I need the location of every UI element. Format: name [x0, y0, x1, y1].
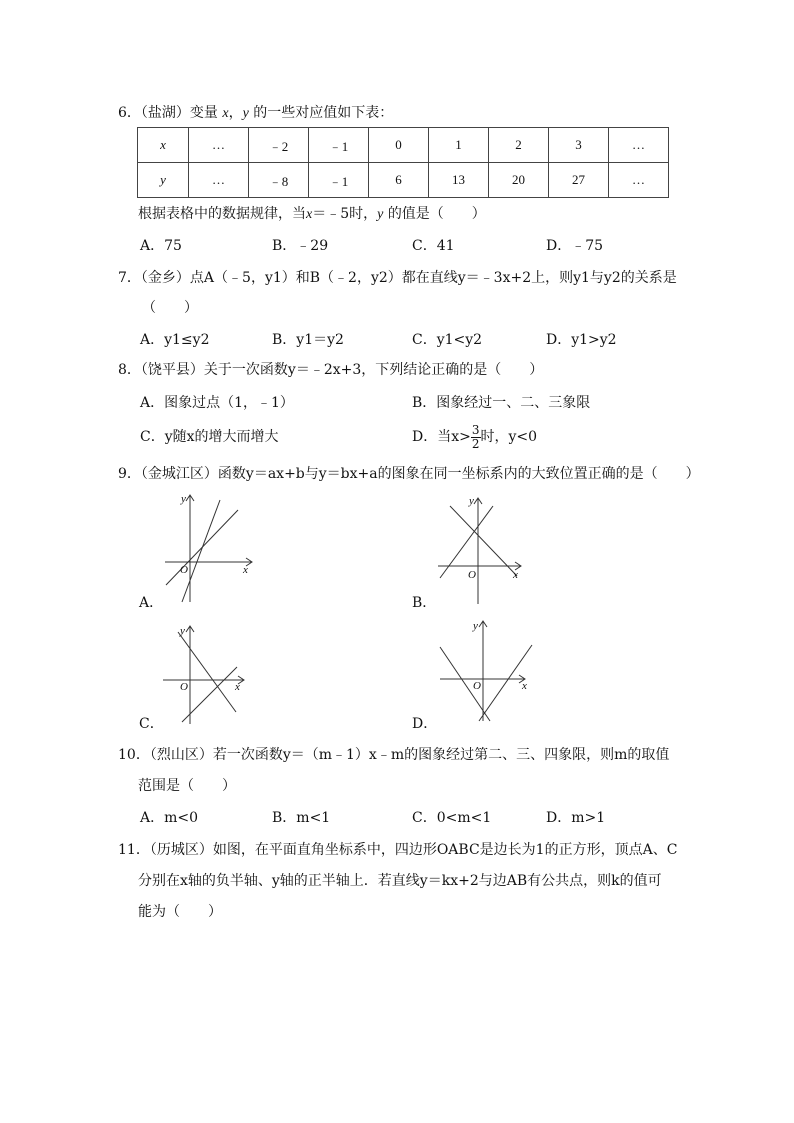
table-cell: 0 — [369, 128, 429, 163]
origin-label: O — [473, 680, 481, 692]
q10-stem — [118, 745, 669, 765]
q8-option-b[interactable]: B．图象经过一、二、三象限 — [412, 395, 591, 411]
q6-var-x: x — [222, 106, 229, 121]
q9-graph-c — [160, 622, 260, 727]
q7-line1: 点A（﹣5，y1）和B（﹣2，y2）都在直线y＝﹣3x+2上，则y1与y2的关系是 — [189, 270, 677, 286]
q8-text: 关于一次函数y＝﹣2x+3，下列结论正确的是（ ） — [203, 362, 544, 378]
q9-option-c[interactable]: C． — [139, 716, 164, 732]
q9-source: （金城江区） — [140, 466, 218, 482]
q10-number: 10． — [118, 747, 150, 763]
q10-option-c[interactable]: C．0<m<1 — [412, 810, 492, 826]
q11-number: 11． — [118, 842, 150, 858]
q8-option-d-tail: 时，y<0 — [480, 429, 538, 445]
q7-number: 7． — [118, 270, 141, 286]
table-cell: ﹣8 — [249, 163, 309, 198]
q9-text: 函数y＝ax+b与y＝bx+a的图象在同一坐标系内的大致位置正确的是（ ） — [217, 466, 700, 482]
q9-option-a[interactable]: A． — [139, 595, 164, 611]
q9-option-b[interactable]: B． — [412, 595, 437, 611]
table-cell: … — [609, 128, 669, 163]
q10-line2: 范围是（ ） — [138, 778, 236, 794]
q7-option-b[interactable]: B．y1＝y2 — [272, 332, 344, 348]
table-cell: 3 — [549, 128, 609, 163]
q9-option-d[interactable]: D． — [412, 716, 438, 732]
q6-option-c[interactable]: C．41 — [412, 238, 455, 254]
q6-option-b[interactable]: B．﹣29 — [272, 238, 329, 254]
fraction-denominator: 2 — [471, 436, 480, 451]
q9-stem — [118, 464, 700, 484]
q6-stem — [118, 103, 393, 124]
q8-source: （饶平县） — [140, 362, 204, 378]
y-label: y — [473, 620, 478, 632]
table-cell: … — [609, 163, 669, 198]
q6-text-a: 变量 — [189, 105, 218, 121]
y-label: y — [469, 495, 474, 507]
q11-line1: 如图，在平面直角坐标系中，四边形OABC是边长为1的正方形，顶点A、C — [212, 842, 678, 858]
q9-number: 9． — [118, 466, 141, 482]
q7-line2: （ ） — [142, 300, 198, 316]
q7-stem — [118, 268, 677, 288]
x-label: x — [522, 680, 527, 692]
line-1 — [178, 632, 236, 712]
table-cell: … — [189, 128, 249, 163]
table-cell: ﹣1 — [309, 163, 369, 198]
q6-sep: ， — [228, 105, 243, 121]
q11-line2: 分别在x轴的负半轴、y轴的正半轴上．若直线y＝kx+2与边AB有公共点，则k的值可 — [138, 873, 662, 889]
y-label: y — [181, 493, 186, 505]
q11-stem — [118, 840, 677, 860]
line-2 — [166, 510, 238, 585]
table-cell: ﹣1 — [309, 128, 369, 163]
table-row-y — [138, 163, 669, 198]
q7-option-c[interactable]: C．y1<y2 — [412, 332, 483, 348]
fraction-numerator: 3 — [471, 422, 480, 437]
table-cell: 27 — [549, 163, 609, 198]
q6-followup — [138, 204, 486, 225]
y-label: y — [180, 625, 185, 637]
q6-option-d[interactable]: D．﹣75 — [546, 238, 604, 254]
q6-option-a[interactable]: A．75 — [140, 238, 182, 254]
table-cell: 6 — [369, 163, 429, 198]
q9-graph-b — [435, 496, 535, 606]
q8-fraction — [471, 424, 481, 451]
q10-line1: 若一次函数y＝（m﹣1）x﹣m的图象经过第二、三、四象限，则m的取值 — [212, 747, 670, 763]
q6-source: （盐湖） — [140, 105, 190, 121]
q8-option-a[interactable]: A．图象过点（1，﹣1） — [140, 395, 294, 411]
q7-option-d[interactable]: D．y1>y2 — [546, 332, 617, 348]
q11-line3: 能为（ ） — [138, 904, 222, 920]
table-cell: 2 — [489, 128, 549, 163]
q6-number: 6． — [118, 105, 141, 121]
q6-text-b: 的一些对应值如下表： — [253, 105, 394, 121]
origin-label: O — [180, 681, 188, 693]
q6-follow-var2: y — [377, 207, 384, 222]
origin-label: O — [468, 569, 476, 581]
q7-source: （金乡） — [140, 270, 190, 286]
q6-follow-b: ＝﹣5时， — [312, 206, 378, 222]
x-label: x — [243, 564, 248, 576]
q6-follow-a: 根据表格中的数据规律，当 — [138, 206, 306, 222]
table-cell: 20 — [489, 163, 549, 198]
line-1 — [182, 500, 220, 602]
q10-source: （烈山区） — [149, 747, 213, 763]
table-cell: … — [189, 163, 249, 198]
q10-option-d[interactable]: D．m>1 — [546, 810, 606, 826]
table-row-x — [138, 128, 669, 163]
q6-value-table — [137, 127, 669, 198]
q8-number: 8． — [118, 362, 141, 378]
q6-var-y: y — [242, 106, 249, 121]
q8-option-d-text: D．当x> — [412, 429, 471, 445]
table-cell: 13 — [429, 163, 489, 198]
q11-source: （历城区） — [149, 842, 213, 858]
table-cell: 1 — [429, 128, 489, 163]
table-cell: ﹣2 — [249, 128, 309, 163]
q6-follow-var: x — [306, 207, 313, 222]
q8-option-d[interactable] — [412, 420, 537, 454]
q10-option-b[interactable]: B．m<1 — [272, 810, 331, 826]
table-cell: x — [138, 128, 189, 163]
q9-graph-d — [435, 617, 535, 723]
q9-graph-a — [160, 490, 260, 605]
table-cell: y — [138, 163, 189, 198]
q10-option-a[interactable]: A．m<0 — [140, 810, 199, 826]
q7-option-a[interactable]: A．y1≤y2 — [140, 332, 210, 348]
origin-label: O — [180, 564, 188, 576]
q8-stem — [118, 360, 543, 380]
q6-follow-c: 的值是（ ） — [387, 206, 486, 222]
x-label: x — [235, 681, 240, 693]
q8-option-c[interactable]: C．y随x的增大而增大 — [140, 429, 279, 445]
x-label: x — [513, 569, 518, 581]
